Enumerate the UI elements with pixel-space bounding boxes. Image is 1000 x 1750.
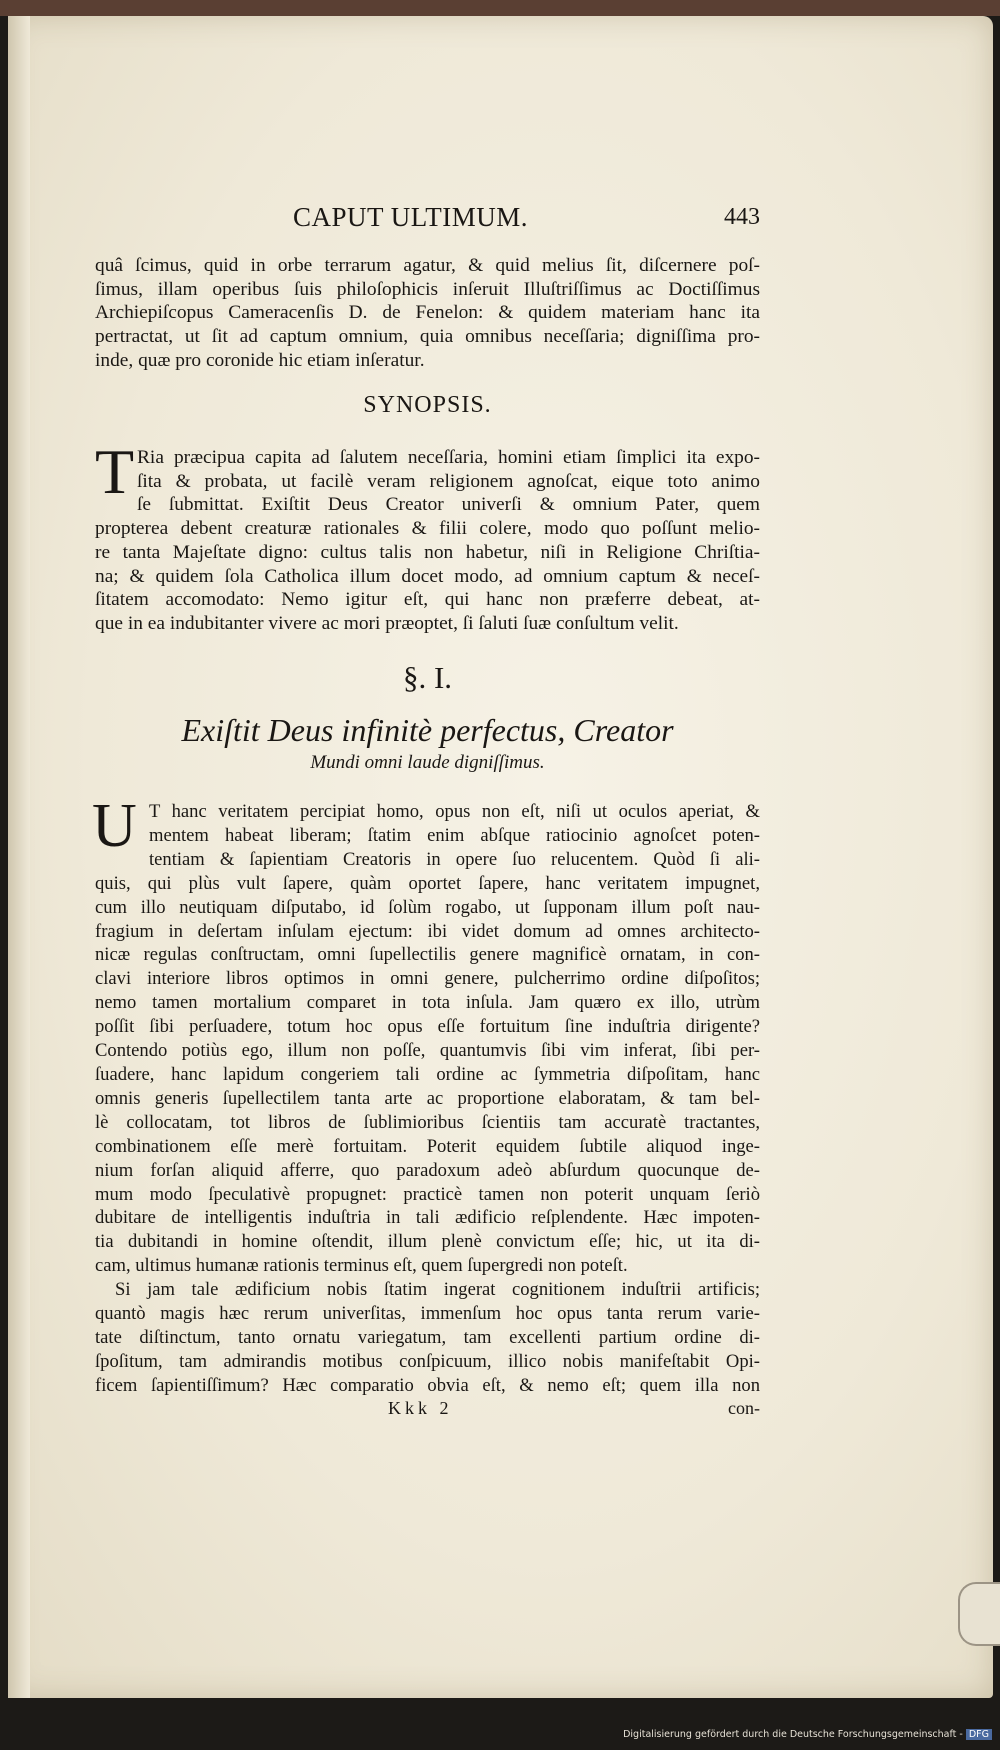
text-line: cam, ultimus humanæ rationis terminus eſt, quem ſupergredi non poteſt. [95, 1255, 628, 1277]
page-number: 443 [724, 204, 760, 230]
synopsis-heading: SYNOPSIS. [363, 392, 492, 418]
text-line: Archiepiſcopus Cameracenſis D. de Fenelon: & quidem materiam hanc ita [95, 302, 760, 324]
section-dropcap: U [92, 792, 137, 860]
credit-text: Digitalisierung gefördert durch die Deutsche Forschungsgemeinschaft - [623, 1729, 963, 1740]
section-body [95, 800, 760, 1398]
text-line: pertractat, ut ſit ad captum omnium, quia omnibus neceſſaria; digniſſima pro- [95, 326, 760, 348]
text-line: Si jam tale ædificium nobis ſtatim ingerat cognitionem induſtrii artificis; [115, 1279, 760, 1301]
text-line: re tanta Majeſtate digno: cultus talis non habetur, niſi in Religione Chriſtia- [95, 541, 760, 563]
section-mark: §. I. [402, 660, 453, 695]
text-line: mentem habeat liberam; ſtatim enim abſque ratiocinio agnoſcet poten- [149, 824, 760, 846]
page-tab-marker [958, 1582, 1000, 1646]
text-line: na; & quidem ſola Catholica illum docet modo, ad omnium captum & neceſ- [95, 565, 760, 587]
text-line: clavi interiore libros optimos in omni genere, pulcherrimo ordine diſpoſitos; [95, 968, 760, 990]
text-line: inde, quæ pro coronide hic etiam inſeratur. [95, 349, 425, 371]
text-line: combinationem eſſe merè fortuitam. Poterit equidem ſubtile aliquod inge- [95, 1135, 760, 1157]
text-line: lè collocatam, tot libros de ſublimioribus ſcientiis tam accuratè tractantes, [95, 1111, 760, 1133]
digitization-credit [623, 1729, 992, 1740]
text-line: propterea debent creaturæ rationales & filii colere, modo quo poſſunt melio- [95, 518, 760, 540]
running-header [95, 200, 760, 240]
text-line: nemo tamen mortalium comparet in tota inſula. Jam quæro ex illo, utrùm [95, 992, 760, 1014]
text-line: Ria præcipua capita ad ſalutem neceſſaria, homini etiam ſimplici ita expo- [137, 447, 760, 468]
text-line: mum modo ſpeculativè propugnet: practicè tamen non poterit unquam ſeriò [95, 1183, 760, 1205]
text-line: omnis generis ſupellectilem tanta arte ac proportione elaboratam, & tam bel- [95, 1087, 760, 1109]
dfg-logo: DFG [966, 1729, 992, 1740]
text-line: quis, qui plùs vult ſapere, quàm oportet ſapere, hanc veritatem impugnet, [95, 872, 760, 894]
page-footer [95, 1398, 760, 1424]
intro-paragraph [95, 254, 760, 373]
chapter-title: CAPUT ULTIMUM. [293, 202, 529, 232]
synopsis-dropcap: T [95, 436, 135, 507]
catchword: con- [728, 1398, 760, 1418]
text-line: ſpoſitum, tam admirandis motibus conſpicuum, illico nobis manifeſtabit Opi- [95, 1350, 760, 1372]
text-line: quantò magis hæc rerum univerſitas, immenſum hoc opus tanta rerum varie- [95, 1303, 760, 1325]
text-line: tia dubitandi in homine oſtendit, illum plenè convictum eſſe; hic, ut ita di- [95, 1231, 760, 1253]
text-line: quâ ſcimus, quid in orbe terrarum agatur, & quid melius ſit, diſcernere poſ- [95, 255, 760, 276]
text-line: nicæ regulas conſtructam, omni ſupellectilis genere magnificè ornatam, in con- [95, 944, 760, 966]
text-line: poſſit ſibi perſuadere, totum hoc opus eſſe fortuitum ſine induſtria dirigente? [95, 1016, 760, 1038]
text-line: ſuadere, hanc lapidum congeriem tali ordine ac ſymmetria diſpoſitam, hanc [95, 1063, 760, 1085]
signature-mark: Kkk 2 [388, 1398, 453, 1418]
section-title: Exiſtit Deus infinitè perfectus, Creator [181, 712, 674, 748]
text-line: tate diſtinctum, tanto ornatu variegatum, tam excellenti partium ordine di- [95, 1326, 760, 1348]
text-line: ſimus, illam operibus ſuis philoſophicis inſeruit Illuſtriſſimus ac Doctiſſimus [95, 278, 760, 300]
text-line: tentiam & ſapientiam Creatoris in opere ſuo relucentem. Quòd ſi ali- [149, 848, 760, 870]
text-line: dubitare de intelligentis induſtria in tali ædificio reſplendente. Hæc impoten- [95, 1207, 760, 1229]
synopsis-paragraph [95, 436, 760, 636]
text-line: ſitatem accomodato: Nemo igitur eſt, qui hanc non præferre debeat, at- [95, 589, 760, 611]
page-gutter [8, 16, 30, 1698]
text-line: cum illo neutiquam diſputabo, id ſolùm rogabo, ut ſupponam illum poſt nau- [95, 896, 760, 918]
text-line: T hanc veritatem percipiat homo, opus non eſt, niſi ut oculos aperiat, & [149, 801, 760, 822]
text-line: ſita & probata, ut facilè veram religionem agnoſcat, eique toto animo [137, 470, 760, 492]
section-subtitle: Mundi omni laude digniſſimus. [310, 752, 545, 773]
top-edge [0, 0, 1000, 16]
text-line: ſe ſubmittat. Exiſtit Deus Creator univerſi & omnium Pater, quem [137, 494, 760, 516]
text-line: Contendo potiùs ego, illum non poſſe, quantumvis ſibi vim inferat, ſibi per- [95, 1040, 760, 1062]
text-line: ficem ſapientiſſimum? Hæc comparatio obvia eſt, & nemo eſt; quem illa non [95, 1374, 760, 1396]
text-line: nium forſan aliquid afferre, quo paradoxum adeò abſurdum quocunque de- [95, 1159, 760, 1181]
text-line: fragium in deſertam inſulam ejectum: ibi videt domum ad omnes architecto- [95, 920, 760, 942]
text-line: que in ea indubitanter vivere ac mori præoptet, ſi ſaluti ſuæ conſultum velit. [95, 612, 679, 634]
